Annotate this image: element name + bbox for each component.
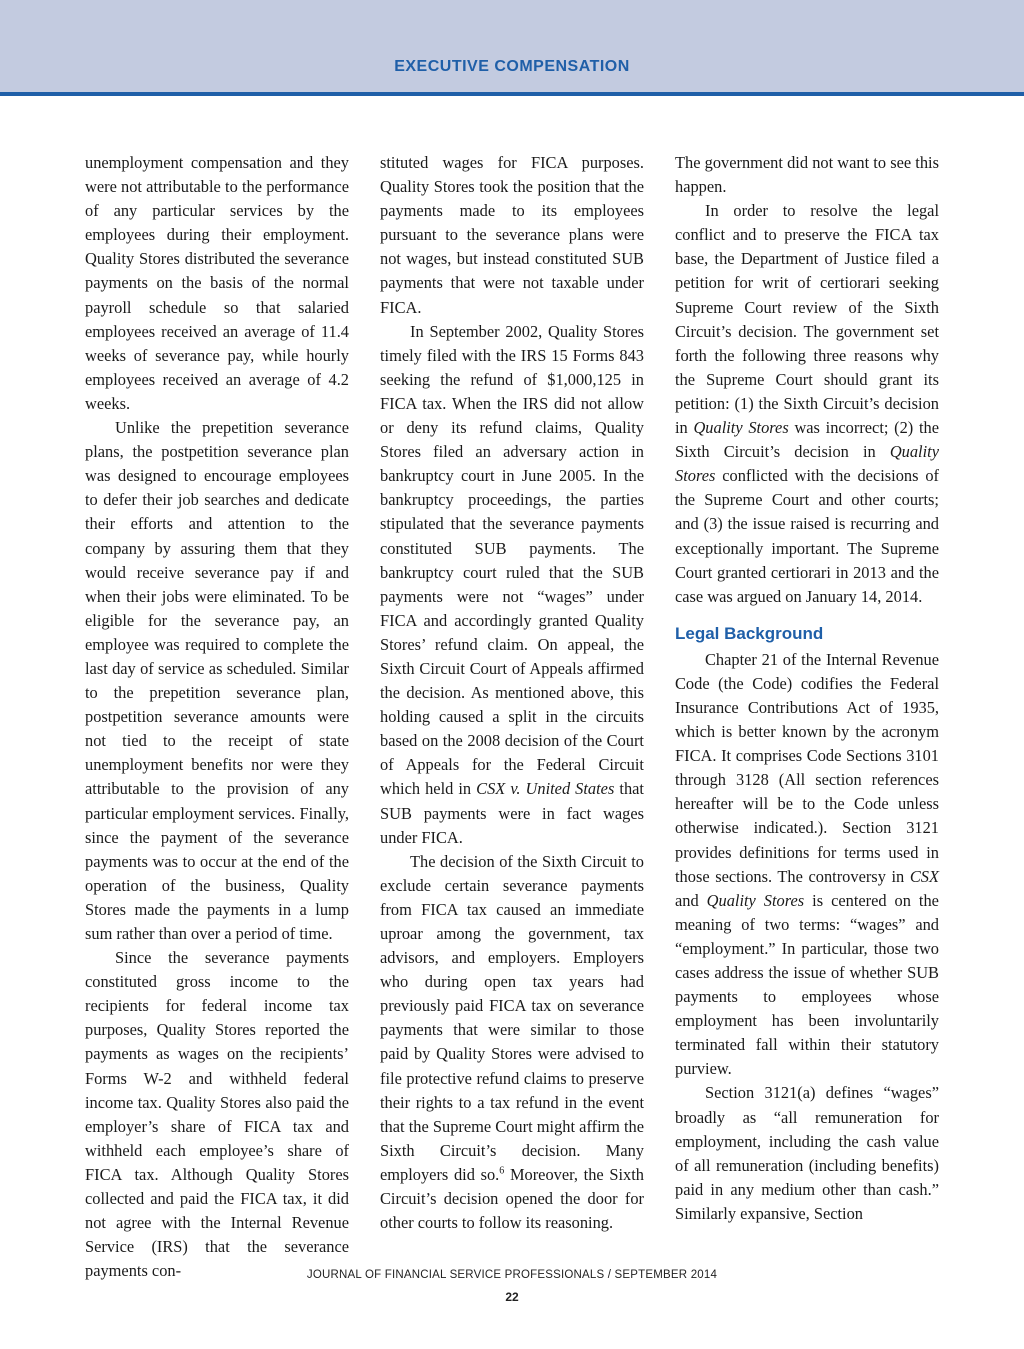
case-citation: Quality Stores <box>706 890 805 910</box>
paragraph: stituted wages for FICA purposes. Quality Stores took the position that the payments made to its employees pursuant to the severance plans were not wages, but instead constituted SUB payments that were not taxable under FICA. <box>380 153 644 317</box>
paragraph-text: conflicted with the decisions of the Supreme Court and other courts; and (3) the issue raised is recurring and exceptionally important. The Supreme Court granted certiorari in 2013 and the case was argued on January 14, 2014. <box>675 466 939 606</box>
case-citation: Quality Stores <box>675 442 939 486</box>
column-3 <box>675 151 939 1226</box>
paragraph <box>675 648 939 1082</box>
paragraph-text: is centered on the meaning of two terms: “wages” and “employment.” In particular, those two cases address the issue of whether SUB payments to employees whose employment has been involuntarily terminated fall within their statutory purview. <box>675 890 939 1079</box>
paragraph-text: In September 2002, Quality Stores timely filed with the IRS 15 Forms 843 seeking the refund of $1,000,125 in FICA tax. When the IRS did not allow or deny its refund claims, Quality Stores filed an adversary action in bankruptcy court in June 2005. In the bankruptcy proceedings, the parties stipulated that the severance payments constituted SUB payments. The bankruptcy court ruled that the SUB payments were not “wages” under FICA and accordingly granted Quality Stores’ refund claim. On appeal, the Sixth Circuit Court of Appeals affirmed the decision. As mentioned above, this holding caused a split in the circuits based on the 2008 decision of the Court of Appeals for the Federal Circuit which held in <box>380 321 644 799</box>
paragraph-text: The decision of the Sixth Circuit to exclude certain severance payments from FICA tax caused an immediate uproar among the government, tax advisors, and employers. Employers who during open tax years had previously paid FICA tax on severance payments that were similar to those paid by Quality Stores were advised to file protective refund claims to preserve their rights to a tax refund in the event that the Supreme Court might affirm the Sixth Circuit’s decision. Many employers did so. <box>380 851 644 1184</box>
page-number: 22 <box>505 1290 519 1304</box>
paragraph-text: In order to resolve the legal conflict and to preserve the FICA tax base, the Department of Justice filed a petition for writ of certiorari seeking Supreme Court review of the Sixth Circuit’s decision. The government set forth the following three reasons why the Supreme Court should grant its petition: (1) the Sixth Circuit’s decision in <box>675 201 939 438</box>
paragraph-text: and <box>675 890 699 910</box>
column-2 <box>380 151 644 1235</box>
header-band <box>0 0 1024 92</box>
paragraph: Unlike the prepetition severance plans, the postpetition severance plan was designed to encourage employees to defer their job searches and dedicate their efforts and attention to the company by assuring them that they would receive severance pay if and when their jobs were eliminated. To be eligible for the severance pay, an employee was required to complete the last day of service as scheduled. Similar to the prepetition severance plan, postpetition severance amounts were not tied to the receipt of state unemployment benefits nor were they attributable to the provision of any particular employment services. Finally, since the payment of the severance payments was to occur at the end of the operation of the business, Quality Stores made the payments in a lump sum rather than over a period of time. <box>85 418 349 943</box>
paragraph-text: Moreover, the Sixth Circuit’s decision opened the door for other courts to follow its reasoning. <box>380 1164 644 1233</box>
header-rule <box>0 92 1024 96</box>
paragraph: Section 3121(a) defines “wages” broadly as “all remuneration for employment, including the cash value of all remuneration (including benefits) paid in any medium other than cash.” Similarly expansive, Section <box>675 1083 939 1223</box>
journal-footer: JOURNAL OF FINANCIAL SERVICE PROFESSIONALS / SEPTEMBER 2014 <box>306 1269 718 1281</box>
subheading-legal-background: Legal Background <box>675 623 824 643</box>
paragraph-text: was incorrect; (2) the Sixth Circuit’s decision in <box>675 418 939 462</box>
paragraph: unemployment compensation and they were not attributable to the performance of any particular services by the employees during their employment. Quality Stores distributed the severance payments on the basis of the normal payroll schedule so that salaried employees received an average of 11.4 weeks of severance pay, while hourly employees received an average of 4.2 weeks. <box>85 153 349 413</box>
case-citation: Quality Stores <box>693 418 789 438</box>
paragraph <box>380 320 644 850</box>
footnote-ref: 6 <box>499 1165 505 1177</box>
case-citation: CSX <box>909 866 939 886</box>
paragraph: The government did not want to see this happen. <box>675 153 939 197</box>
paragraph: Since the severance payments constituted gross income to the recipients for federal income tax purposes, Quality Stores reported the payments as wages on the recipients’ Forms W-2 and withheld federal income tax. Quality Stores also paid the employer’s share of FICA tax and withheld each employee’s share of FICA tax. Although Quality Stores collected and paid the FICA tax, it did not agree with the Internal Revenue Service (IRS) that the severance payments con- <box>85 948 349 1281</box>
paragraph-text: Chapter 21 of the Internal Revenue Code (the Code) codifies the Federal Insurance Contributions Act of 1935, which is better known by the acronym FICA. It comprises Code Sections 3101 through 3128 (All section references hereafter will be to the Code unless otherwise indicated.). Section 3121 provides definitions for terms used in those sections. The controversy in <box>675 649 939 886</box>
paragraph <box>675 199 939 609</box>
case-citation: CSX v. United States <box>476 779 615 799</box>
paragraph <box>380 850 644 1236</box>
paragraph-text: that SUB payments were in fact wages under FICA. <box>380 779 644 847</box>
section-title: EXECUTIVE COMPENSATION <box>394 58 630 75</box>
column-1 <box>85 151 349 1283</box>
